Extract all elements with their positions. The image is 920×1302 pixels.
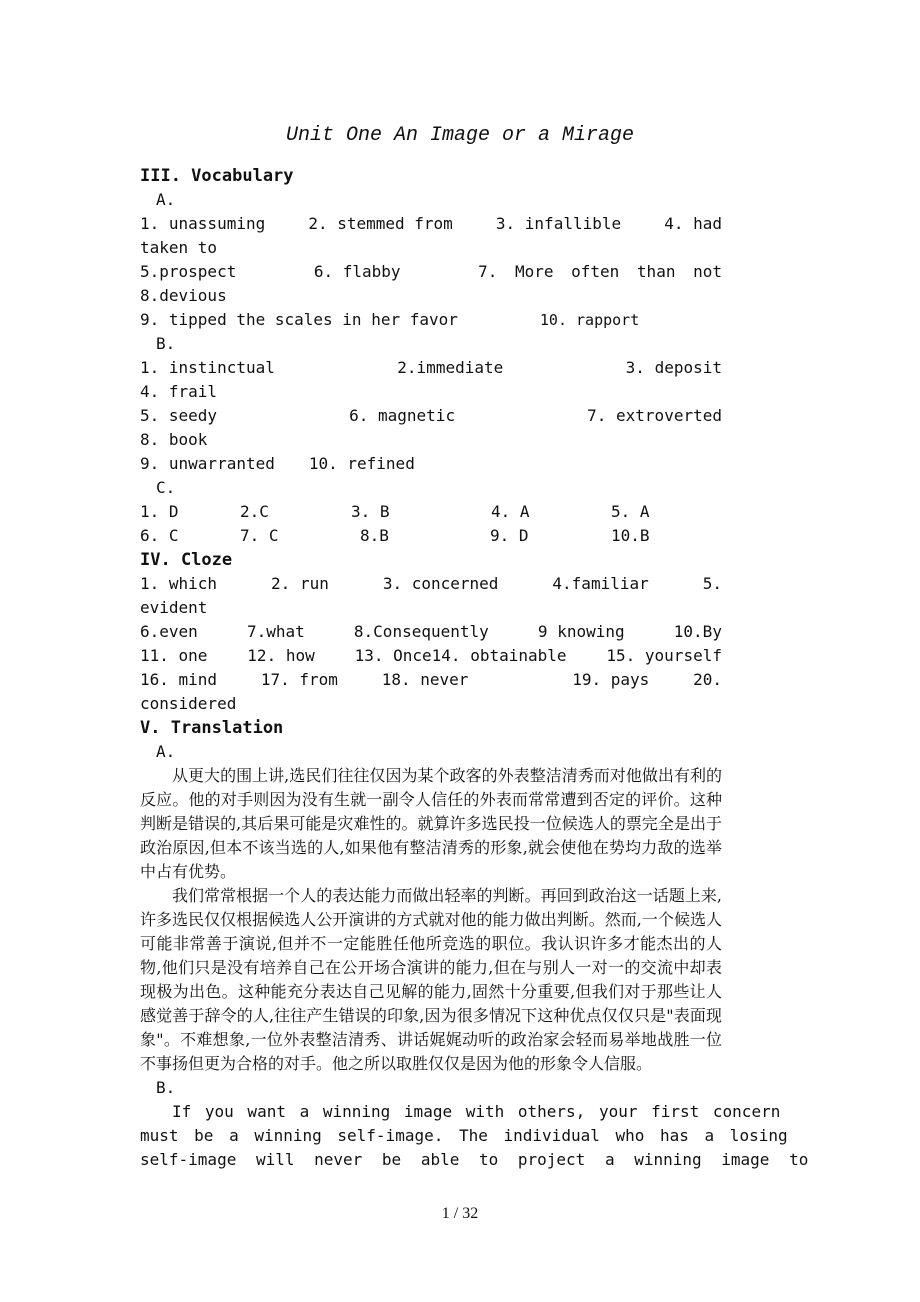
answer: 3. deposit	[625, 358, 722, 377]
part-label-a: A.	[156, 742, 176, 761]
answer-row	[140, 428, 722, 452]
answer-row	[140, 500, 722, 524]
page-number: 1 / 32	[441, 1205, 479, 1222]
answer-row	[140, 284, 722, 308]
section-heading-cloze: IV. Cloze	[140, 550, 233, 570]
translation-paragraph: 从更大的围上讲,选民们往往仅因为某个政客的外表整洁清秀而对他做出有利的反应。他的对手则因为没有生就一副令人信任的外表而常常遭到否定的评价。这种判断是错误的,其后果可能是灾难性的。就算许多选民投一位候选人的票完全是出于政治原因,但本不该当选的人,如果他有整洁清秀的形象,就会使他在势均力敌的选举中占有优势。	[140, 766, 722, 881]
answer: 3. infallible	[495, 214, 622, 233]
answer-row	[140, 692, 722, 716]
answer: 2.immediate	[397, 358, 504, 377]
part-label-a: A.	[156, 190, 176, 209]
answer-row	[140, 596, 722, 620]
answer: 7. extroverted	[587, 406, 722, 425]
answer-row	[140, 308, 722, 332]
answer-row	[140, 356, 722, 380]
answer-row	[140, 572, 722, 596]
answer: considered	[140, 694, 237, 713]
text-line: If you want a winning image with others, your first concern	[172, 1102, 781, 1121]
answer-row	[140, 620, 722, 644]
answer: 4. frail	[140, 382, 218, 401]
answer: 1. which	[140, 574, 218, 593]
part-label-b: B.	[156, 334, 176, 353]
answer: evident	[140, 598, 208, 617]
answer: 1. instinctual	[140, 358, 275, 377]
answer: 2.C	[240, 502, 269, 521]
answer: 10.By	[673, 622, 722, 641]
answer: 8.B	[360, 526, 389, 545]
answer: taken to	[140, 238, 218, 257]
answer: 3. B	[351, 502, 390, 521]
document-title: Unit One An Image or a Mirage	[285, 124, 635, 147]
answer: 3. concerned	[382, 574, 499, 593]
answer-row	[140, 212, 722, 236]
answer: 2. stemmed from	[308, 214, 453, 233]
part-label-c: C.	[156, 478, 176, 497]
answer: 2. run	[271, 574, 329, 593]
answer: 1. unassuming	[140, 214, 266, 233]
answer: 9. unwarranted	[140, 454, 275, 473]
answer: 6. magnetic	[349, 406, 456, 425]
answer: 4.familiar	[552, 574, 649, 593]
answer: 19. pays	[572, 670, 650, 689]
answer: 6. flabby	[313, 262, 401, 281]
text-line: must be a winning self-image. The individual who has a losing	[140, 1126, 788, 1145]
answer: 16. mind	[140, 670, 218, 689]
answer: 6. C	[140, 526, 179, 545]
answer: 1. D	[140, 502, 179, 521]
answer-row	[140, 644, 722, 668]
answer: 17. from	[260, 670, 338, 689]
translation-paragraph: 我们常常根据一个人的表达能力而做出轻率的判断。再回到政治这一话题上来,许多选民仅仅根据候选人公开演讲的方式就对他的能力做出判断。然而,一个候选人可能非常善于演说,但并不一定能胜任他所竞选的职位。我认识许多才能杰出的人物,他们只是没有培养自己在公开场合演讲的能力,但在与别人一对一的交流中却表现极为出色。这种能充分表达自己见解的能力,固然十分重要,但我们对于那些让人感觉善于辞令的人,往往产生错误的印象,因为很多情况下这种优点仅仅只是"表面现象"。不难想象,一位外表整洁清秀、讲话娓娓动听的政治家会轻而易举地战胜一位不事扬但更为合格的对手。他之所以取胜仅仅是因为他的形象令人信服。	[140, 886, 722, 1073]
answer-row	[140, 236, 722, 260]
answer: 11. one	[140, 646, 208, 665]
answer: 5.	[702, 574, 722, 593]
part-label-b: B.	[156, 1078, 176, 1097]
answer: 8.Consequently	[353, 622, 489, 641]
answer: 9. D	[490, 526, 529, 545]
answer-row	[140, 524, 722, 548]
answer-row	[140, 380, 722, 404]
answer: 4. A	[491, 502, 530, 521]
answer: 5.prospect	[140, 262, 237, 281]
answer: 10. rapport	[539, 311, 640, 329]
answer: 8.devious	[140, 286, 227, 305]
answer: 20.	[693, 670, 722, 689]
section-heading-translation: V. Translation	[140, 718, 284, 738]
answer-row	[140, 452, 722, 476]
answer: 5. A	[611, 502, 650, 521]
answer: 5. seedy	[140, 406, 218, 425]
section-heading-vocabulary: III. Vocabulary	[140, 166, 294, 186]
answer: 9 knowing	[537, 622, 625, 641]
answer: 4. had	[664, 214, 722, 233]
answer-row	[140, 260, 722, 284]
answer: 7. C	[240, 526, 279, 545]
answer: 8. book	[140, 430, 208, 449]
answer: 15. yourself	[606, 646, 722, 665]
answer: 13. Once14. obtainable	[354, 646, 567, 665]
answer: 7.what	[246, 622, 305, 641]
answer: 10.B	[611, 526, 650, 545]
text-line: self-image will never be able to project a winning image to	[140, 1150, 809, 1169]
answer: 12. how	[247, 646, 315, 665]
answer: 10. refined	[308, 454, 415, 473]
answer: 6.even	[140, 622, 198, 641]
answer-row	[140, 404, 722, 428]
document-body	[140, 164, 809, 1172]
answer: 18. never	[381, 670, 469, 689]
answer: 7. More often than not	[478, 262, 722, 281]
answer-row	[140, 668, 722, 692]
answer: 9. tipped the scales in her favor	[140, 310, 458, 329]
